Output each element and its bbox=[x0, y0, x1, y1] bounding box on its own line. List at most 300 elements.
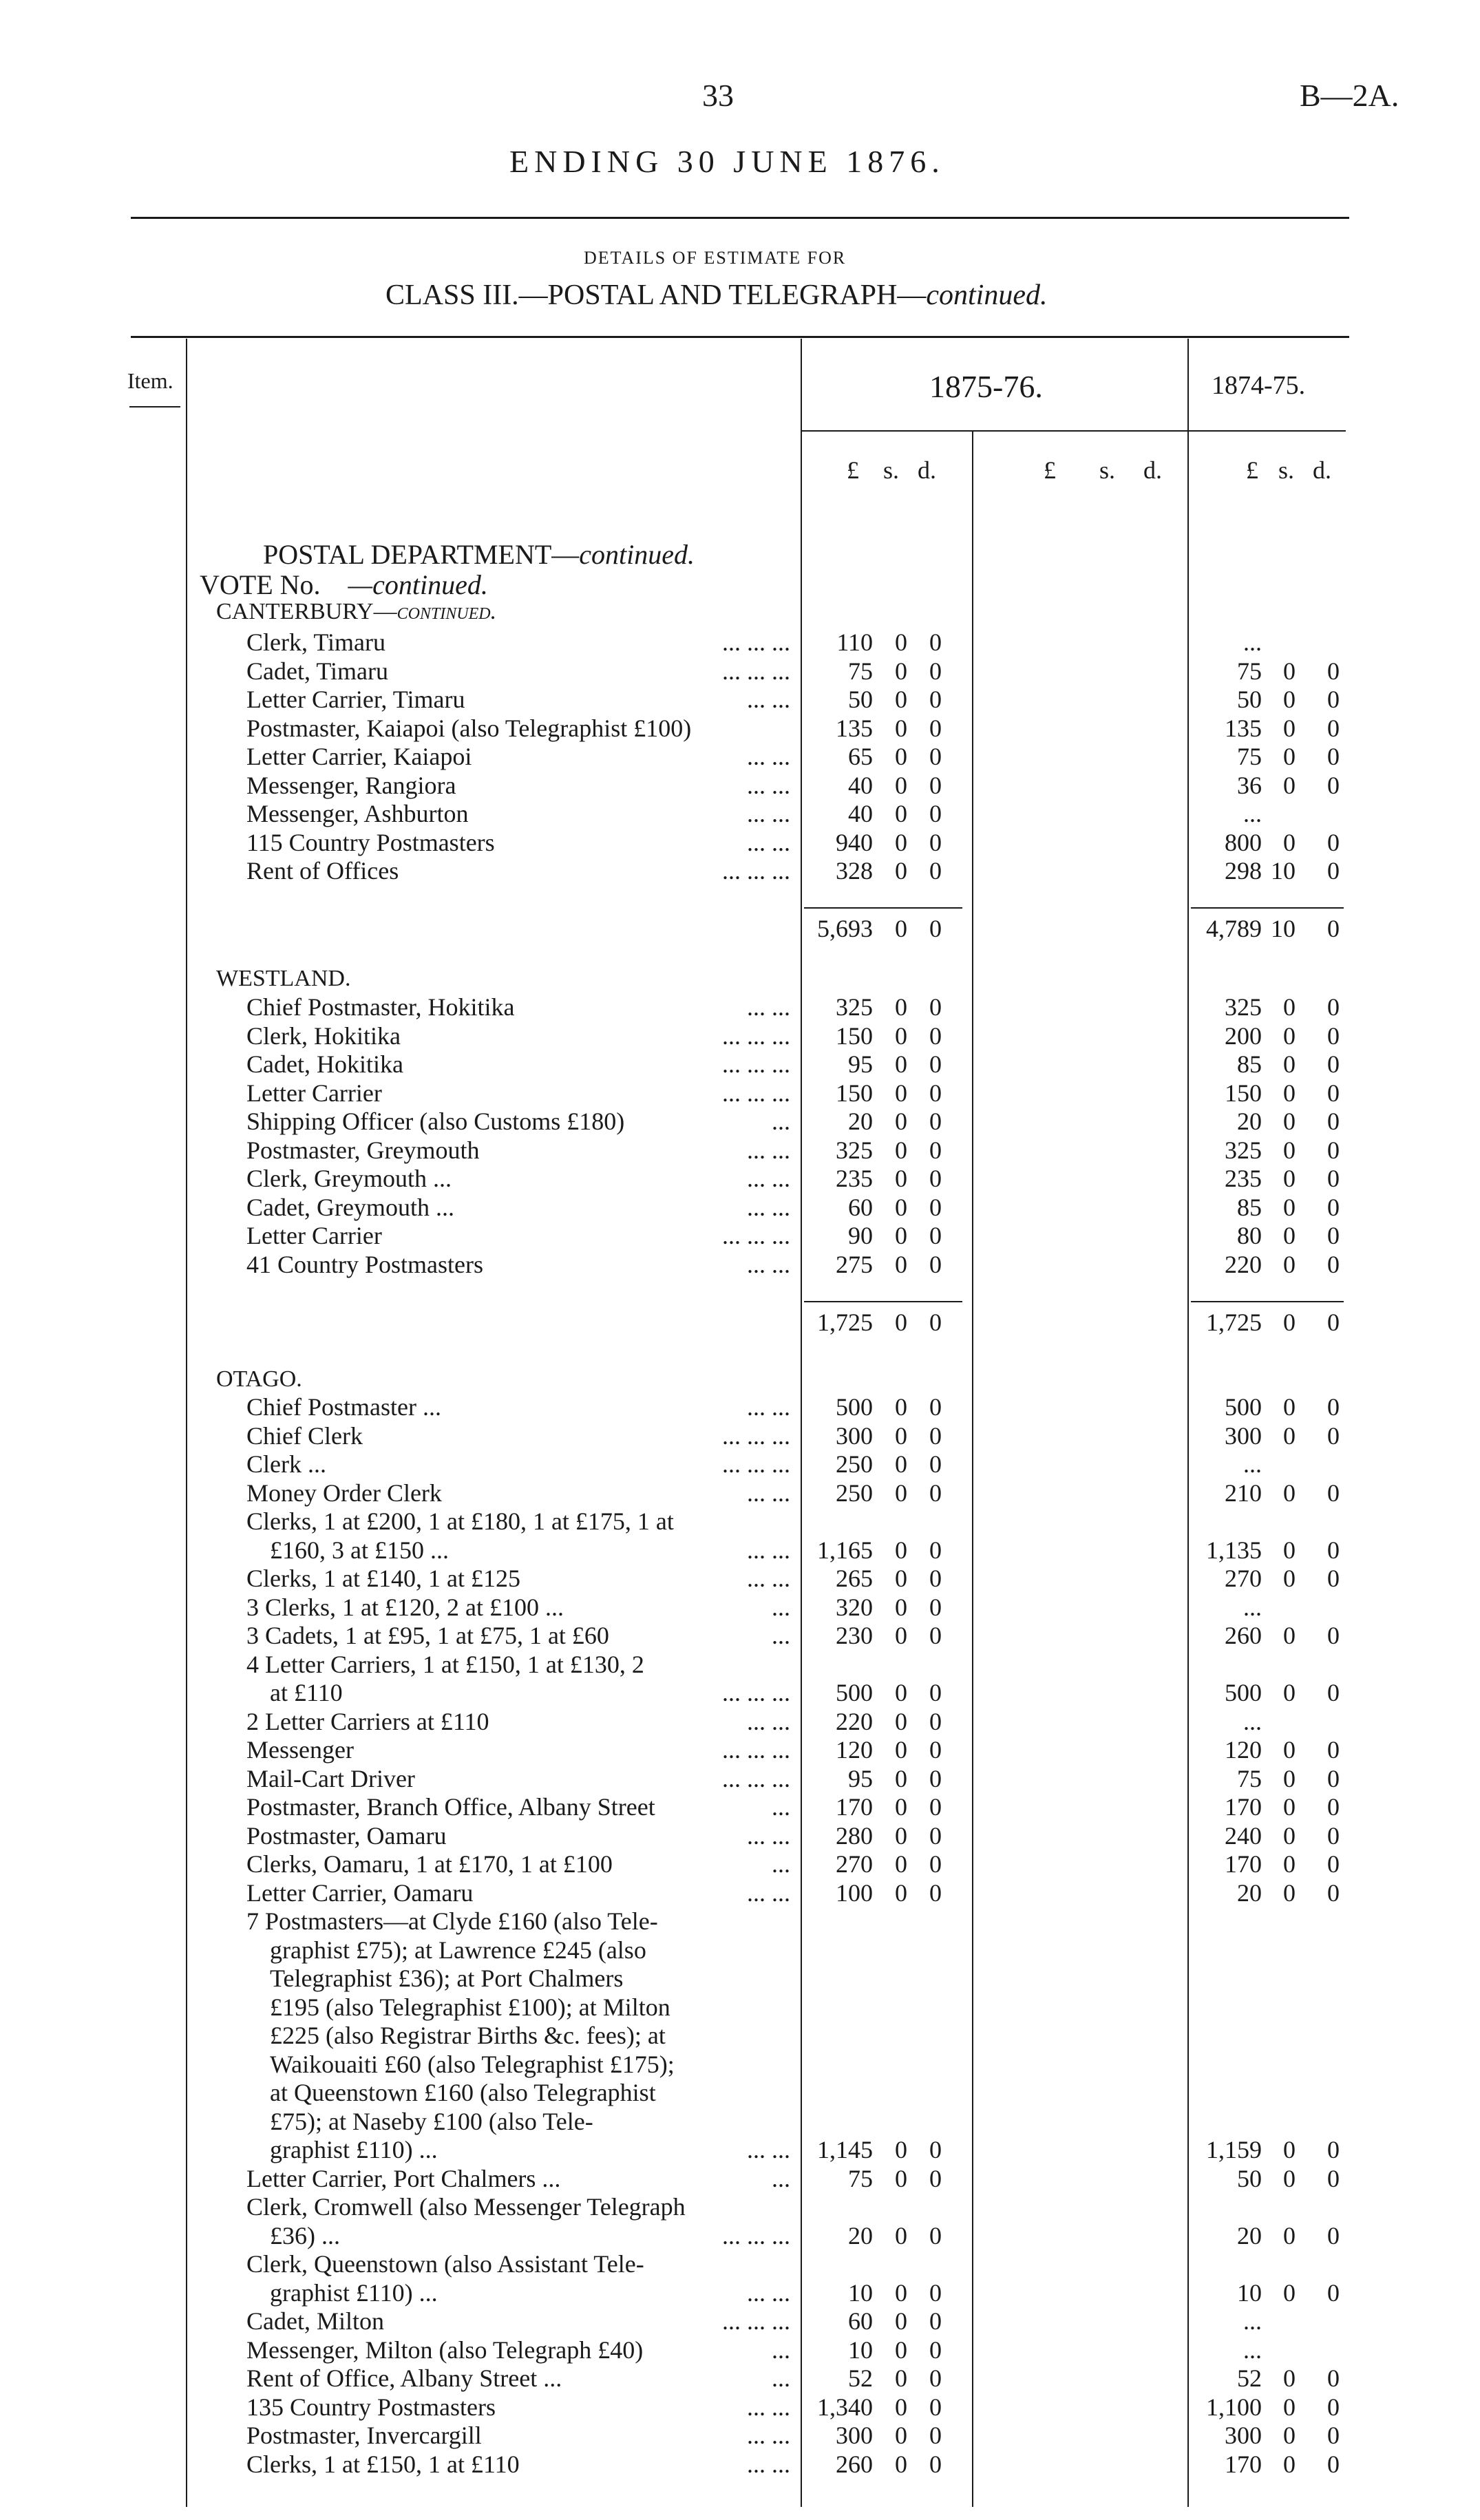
previous-pounds: 135 bbox=[1225, 714, 1262, 742]
previous-pence: 0 bbox=[1327, 1421, 1340, 1450]
leader-dots: ... ... bbox=[747, 2422, 790, 2449]
year-header-underline bbox=[802, 430, 1346, 432]
previous-shillings: 10 bbox=[1271, 857, 1296, 885]
leader-dots: ... ... bbox=[747, 2393, 790, 2421]
item-description: Clerk, Queenstown (also Assistant Tele- bbox=[246, 2250, 644, 2278]
current-pence: 0 bbox=[929, 1421, 942, 1450]
leader-dots: ... ... bbox=[747, 1536, 790, 1564]
table-row bbox=[0, 1621, 1480, 1650]
current-shillings: 0 bbox=[895, 743, 907, 770]
table-row bbox=[0, 1650, 1480, 1679]
current-pence: 0 bbox=[929, 2136, 942, 2163]
table-row bbox=[0, 1821, 1480, 1850]
leader-dots: ... ... bbox=[747, 2278, 790, 2307]
previous-pounds: ... bbox=[1243, 628, 1262, 656]
previous-pounds: ... bbox=[1243, 800, 1262, 827]
current-pounds: 90 bbox=[848, 1222, 873, 1249]
current-pence: 0 bbox=[929, 743, 942, 770]
previous-shillings: 0 bbox=[1283, 1878, 1296, 1907]
current-pence: 0 bbox=[929, 857, 942, 885]
item-description: Clerk ... bbox=[246, 1450, 326, 1478]
current-shillings: 0 bbox=[895, 1565, 907, 1592]
leader-dots: ... ... bbox=[747, 686, 790, 713]
item-description: Clerks, 1 at £150, 1 at £110 bbox=[246, 2450, 520, 2478]
current-pence: 0 bbox=[929, 1878, 942, 1907]
previous-shillings: 0 bbox=[1283, 1565, 1296, 1592]
previous-pounds: 1,135 bbox=[1206, 1536, 1262, 1564]
previous-pounds: 170 bbox=[1225, 1793, 1262, 1821]
department-heading bbox=[263, 538, 695, 571]
item-description: at £110 bbox=[270, 1679, 343, 1706]
previous-pounds: 270 bbox=[1225, 1565, 1262, 1592]
table-row bbox=[0, 1764, 1480, 1793]
leader-dots: ... ... bbox=[747, 1707, 790, 1735]
total-rule-previous bbox=[1191, 1301, 1344, 1302]
table-row-continuation bbox=[0, 2278, 1480, 2307]
table-row bbox=[0, 856, 1480, 885]
previous-shillings: 0 bbox=[1283, 2278, 1296, 2307]
table-row bbox=[0, 1507, 1480, 1536]
previous-shillings: 10 bbox=[1271, 915, 1296, 942]
previous-pounds: 10 bbox=[1237, 2278, 1262, 2307]
current-pounds: 300 bbox=[836, 2422, 873, 2449]
class-heading bbox=[385, 279, 1047, 312]
current-pounds: 325 bbox=[836, 1136, 873, 1164]
table-row-continuation bbox=[0, 1993, 1480, 2022]
leader-dots: ... ... ... bbox=[722, 1736, 790, 1764]
leader-dots: ... ... bbox=[747, 1393, 790, 1421]
current-pounds: 320 bbox=[836, 1593, 873, 1621]
previous-shillings: 0 bbox=[1283, 2221, 1296, 2249]
table-row bbox=[0, 657, 1480, 686]
current-shillings: 0 bbox=[895, 1850, 907, 1878]
total-rule-current bbox=[804, 907, 962, 909]
total-rule-current bbox=[804, 1301, 962, 1302]
table-row bbox=[0, 771, 1480, 800]
current-pence: 0 bbox=[929, 628, 942, 656]
current-shillings: 0 bbox=[895, 1108, 907, 1135]
item-description: Postmaster, Greymouth bbox=[246, 1136, 480, 1164]
current-shillings: 0 bbox=[895, 771, 907, 799]
current-pounds: 95 bbox=[848, 1764, 873, 1792]
previous-shillings: 0 bbox=[1283, 1050, 1296, 1078]
vote-text: VOTE No. bbox=[200, 569, 321, 600]
previous-pounds: 36 bbox=[1237, 771, 1262, 799]
current-pounds: 235 bbox=[836, 1165, 873, 1192]
leader-dots: ... ... bbox=[747, 828, 790, 856]
current-shillings: 0 bbox=[895, 628, 907, 656]
previous-pounds: 20 bbox=[1237, 1878, 1262, 1907]
table-row-continuation bbox=[0, 2221, 1480, 2250]
leader-dots: ... ... ... bbox=[722, 2221, 790, 2249]
current-shillings: 0 bbox=[895, 1393, 907, 1421]
current-pence: 0 bbox=[929, 800, 942, 827]
item-description: Messenger, Ashburton bbox=[246, 800, 469, 827]
current-pounds: 270 bbox=[836, 1850, 873, 1878]
leader-dots: ... bbox=[772, 2336, 790, 2364]
table-row bbox=[0, 628, 1480, 657]
previous-pence: 0 bbox=[1327, 1393, 1340, 1421]
table-top-rule bbox=[131, 336, 1349, 338]
current-pence: 0 bbox=[929, 915, 942, 942]
pound-label: £ bbox=[847, 456, 859, 484]
current-pence: 0 bbox=[929, 1450, 942, 1478]
previous-pence: 0 bbox=[1327, 1821, 1340, 1850]
current-shillings: 0 bbox=[895, 1821, 907, 1850]
current-shillings: 0 bbox=[895, 2136, 907, 2163]
item-description: Postmaster, Kaiapoi (also Telegraphist £100) bbox=[246, 714, 692, 742]
previous-shillings: 0 bbox=[1283, 2393, 1296, 2421]
previous-shillings: 0 bbox=[1283, 2364, 1296, 2392]
previous-pence: 0 bbox=[1327, 743, 1340, 770]
item-description: Shipping Officer (also Customs £180) bbox=[246, 1108, 625, 1135]
leader-dots: ... ... bbox=[747, 1165, 790, 1192]
item-description: 4 Letter Carriers, 1 at £150, 1 at £130, 2 bbox=[246, 1650, 644, 1678]
table-row bbox=[0, 2450, 1480, 2479]
current-pence: 0 bbox=[929, 1679, 942, 1706]
current-pounds: 1,340 bbox=[817, 2393, 873, 2421]
current-shillings: 0 bbox=[895, 1764, 907, 1792]
department-continued: continued. bbox=[579, 539, 695, 570]
previous-pounds: 20 bbox=[1237, 2221, 1262, 2249]
leader-dots: ... ... bbox=[747, 1250, 790, 1278]
table-row bbox=[0, 1792, 1480, 1821]
item-description: Cadet, Greymouth ... bbox=[246, 1193, 454, 1221]
table-row bbox=[0, 1021, 1480, 1050]
pound-label: £ bbox=[1246, 456, 1258, 484]
previous-pence: 0 bbox=[1327, 1193, 1340, 1221]
table-row bbox=[0, 2192, 1480, 2221]
previous-pence: 0 bbox=[1327, 2164, 1340, 2192]
previous-shillings: 0 bbox=[1283, 1622, 1296, 1649]
current-pounds: 940 bbox=[836, 828, 873, 856]
leader-dots: ... ... bbox=[747, 1565, 790, 1592]
table-row-continuation bbox=[0, 2107, 1480, 2136]
current-shillings: 0 bbox=[895, 1079, 907, 1107]
previous-pounds: 75 bbox=[1237, 657, 1262, 685]
currency-header-cur2 bbox=[1044, 456, 1162, 485]
class-heading-text: CLASS III.—POSTAL AND TELEGRAPH— bbox=[385, 279, 927, 311]
leader-dots: ... bbox=[772, 1622, 790, 1649]
item-description: Letter Carrier, Kaiapoi bbox=[246, 743, 472, 770]
item-description: Cadet, Hokitika bbox=[246, 1050, 403, 1078]
current-pence: 0 bbox=[929, 1079, 942, 1107]
leader-dots: ... ... bbox=[747, 1878, 790, 1907]
year-previous-header: 1874-75. bbox=[1212, 371, 1306, 400]
item-description: Cadet, Timaru bbox=[246, 657, 389, 685]
previous-shillings: 0 bbox=[1283, 1021, 1296, 1050]
current-pence: 0 bbox=[929, 1309, 942, 1336]
table-row bbox=[0, 1050, 1480, 1079]
current-pounds: 50 bbox=[848, 686, 873, 713]
previous-shillings: 0 bbox=[1283, 1536, 1296, 1564]
previous-pounds: 220 bbox=[1225, 1250, 1262, 1278]
previous-pounds: 1,100 bbox=[1206, 2393, 1262, 2421]
current-pence: 0 bbox=[929, 1193, 942, 1221]
current-pounds: 10 bbox=[848, 2278, 873, 2307]
leader-dots: ... ... ... bbox=[722, 1679, 790, 1706]
table-row bbox=[0, 1479, 1480, 1507]
current-shillings: 0 bbox=[895, 828, 907, 856]
shilling-label: s. bbox=[1278, 456, 1295, 484]
previous-pounds: ... bbox=[1243, 2307, 1262, 2335]
previous-shillings: 0 bbox=[1283, 1393, 1296, 1421]
previous-pence: 0 bbox=[1327, 915, 1340, 942]
department-text: POSTAL DEPARTMENT— bbox=[263, 539, 580, 570]
table-row bbox=[0, 1850, 1480, 1878]
previous-pounds: 4,789 bbox=[1206, 915, 1262, 942]
previous-shillings: 0 bbox=[1283, 1079, 1296, 1107]
current-pounds: 65 bbox=[848, 743, 873, 770]
header-rule bbox=[131, 217, 1349, 219]
previous-pence: 0 bbox=[1327, 1565, 1340, 1592]
item-description: Mail-Cart Driver bbox=[246, 1764, 415, 1792]
current-shillings: 0 bbox=[895, 1593, 907, 1621]
table-row-continuation bbox=[0, 2078, 1480, 2107]
current-pence: 0 bbox=[929, 2364, 942, 2392]
vote-continued: —continued. bbox=[348, 569, 488, 600]
previous-pounds: 50 bbox=[1237, 2164, 1262, 2192]
current-pence: 0 bbox=[929, 1165, 942, 1192]
leader-dots: ... bbox=[772, 1850, 790, 1878]
current-pounds: 220 bbox=[836, 1707, 873, 1735]
previous-pence: 0 bbox=[1327, 1736, 1340, 1764]
current-shillings: 0 bbox=[895, 1193, 907, 1221]
current-pounds: 75 bbox=[848, 657, 873, 685]
previous-shillings: 0 bbox=[1283, 1793, 1296, 1821]
previous-pence: 0 bbox=[1327, 2450, 1340, 2478]
previous-shillings: 0 bbox=[1283, 714, 1296, 742]
leader-dots: ... bbox=[772, 2364, 790, 2392]
leader-dots: ... ... bbox=[747, 1479, 790, 1507]
table-row bbox=[0, 1707, 1480, 1736]
leader-dots: ... bbox=[772, 1593, 790, 1621]
current-shillings: 0 bbox=[895, 1021, 907, 1050]
table-row-continuation bbox=[0, 2135, 1480, 2164]
leader-dots: ... ... ... bbox=[722, 1050, 790, 1078]
current-shillings: 0 bbox=[895, 657, 907, 685]
current-shillings: 0 bbox=[895, 1622, 907, 1649]
current-pence: 0 bbox=[929, 1793, 942, 1821]
item-description: Cadet, Milton bbox=[246, 2307, 384, 2335]
item-description: £225 (also Registrar Births &c. fees); at bbox=[270, 2022, 666, 2049]
previous-pounds: 325 bbox=[1225, 993, 1262, 1021]
current-pounds: 75 bbox=[848, 2164, 873, 2192]
shilling-label: s. bbox=[883, 456, 900, 484]
current-shillings: 0 bbox=[895, 686, 907, 713]
previous-pence: 0 bbox=[1327, 1679, 1340, 1706]
previous-shillings: 0 bbox=[1283, 1421, 1296, 1450]
previous-shillings: 0 bbox=[1283, 1193, 1296, 1221]
table-row bbox=[0, 1421, 1480, 1450]
previous-shillings: 0 bbox=[1283, 993, 1296, 1021]
table-row bbox=[0, 1079, 1480, 1108]
currency-header-prev bbox=[1246, 456, 1331, 485]
current-shillings: 0 bbox=[895, 857, 907, 885]
previous-pence: 0 bbox=[1327, 1136, 1340, 1164]
current-pounds: 1,145 bbox=[817, 2136, 873, 2163]
current-pence: 0 bbox=[929, 1222, 942, 1249]
leader-dots: ... ... bbox=[747, 1193, 790, 1221]
shilling-label: s. bbox=[1099, 456, 1116, 484]
current-shillings: 0 bbox=[895, 2422, 907, 2449]
table-row bbox=[0, 1878, 1480, 1907]
previous-pence: 0 bbox=[1327, 657, 1340, 685]
previous-pounds: 1,159 bbox=[1206, 2136, 1262, 2163]
current-pence: 0 bbox=[929, 1850, 942, 1878]
leader-dots: ... ... bbox=[747, 771, 790, 799]
current-pence: 0 bbox=[929, 828, 942, 856]
previous-shillings: 0 bbox=[1283, 1736, 1296, 1764]
current-pence: 0 bbox=[929, 1136, 942, 1164]
item-description: Postmaster, Oamaru bbox=[246, 1821, 447, 1850]
table-row bbox=[0, 2249, 1480, 2278]
previous-pence: 0 bbox=[1327, 1793, 1340, 1821]
item-description: Letter Carrier, Timaru bbox=[246, 686, 465, 713]
previous-shillings: 0 bbox=[1283, 1479, 1296, 1507]
previous-shillings: 0 bbox=[1283, 1165, 1296, 1192]
year-current-header: 1875-76. bbox=[929, 369, 1043, 404]
leader-dots: ... ... ... bbox=[722, 1079, 790, 1107]
item-description: 115 Country Postmasters bbox=[246, 828, 495, 856]
previous-pounds: 75 bbox=[1237, 743, 1262, 770]
previous-pounds: 50 bbox=[1237, 686, 1262, 713]
leader-dots: ... bbox=[772, 2164, 790, 2192]
current-pence: 0 bbox=[929, 2307, 942, 2335]
page-number: 33 bbox=[702, 78, 734, 113]
item-description: Postmaster, Invercargill bbox=[246, 2422, 482, 2449]
leader-dots: ... ... bbox=[747, 800, 790, 827]
current-pounds: 300 bbox=[836, 1421, 873, 1450]
item-description: graphist £110) ... bbox=[270, 2136, 438, 2163]
current-pounds: 265 bbox=[836, 1565, 873, 1592]
previous-pence: 0 bbox=[1327, 2364, 1340, 2392]
previous-pence: 0 bbox=[1327, 1250, 1340, 1278]
current-shillings: 0 bbox=[895, 993, 907, 1021]
current-shillings: 0 bbox=[895, 1878, 907, 1907]
previous-pounds: 52 bbox=[1237, 2364, 1262, 2392]
current-pence: 0 bbox=[929, 1707, 942, 1735]
table-row bbox=[0, 1221, 1480, 1250]
current-shillings: 0 bbox=[895, 2164, 907, 2192]
currency-header-cur1 bbox=[847, 456, 936, 485]
current-pence: 0 bbox=[929, 2450, 942, 2478]
current-pounds: 500 bbox=[836, 1393, 873, 1421]
leader-dots: ... ... bbox=[747, 743, 790, 770]
item-description: Rent of Offices bbox=[246, 857, 399, 885]
previous-shillings: 0 bbox=[1283, 2422, 1296, 2449]
current-pounds: 150 bbox=[836, 1079, 873, 1107]
item-description: graphist £110) ... bbox=[270, 2278, 438, 2307]
previous-pence: 0 bbox=[1327, 1536, 1340, 1564]
current-pounds: 275 bbox=[836, 1250, 873, 1278]
previous-pounds: 260 bbox=[1225, 1622, 1262, 1649]
leader-dots: ... ... bbox=[747, 2450, 790, 2478]
previous-pounds: ... bbox=[1243, 1450, 1262, 1478]
current-pence: 0 bbox=[929, 1108, 942, 1135]
current-shillings: 0 bbox=[895, 1450, 907, 1478]
item-description: Messenger bbox=[246, 1736, 354, 1764]
item-description: £160, 3 at £150 ... bbox=[270, 1536, 449, 1564]
current-pounds: 95 bbox=[848, 1050, 873, 1078]
current-pence: 0 bbox=[929, 993, 942, 1021]
leader-dots: ... ... ... bbox=[722, 628, 790, 656]
item-description: Clerk, Cromwell (also Messenger Telegraph bbox=[246, 2193, 686, 2221]
pound-label: £ bbox=[1044, 456, 1056, 484]
details-heading: DETAILS OF ESTIMATE FOR bbox=[584, 248, 847, 268]
previous-shillings: 0 bbox=[1283, 2164, 1296, 2192]
current-pence: 0 bbox=[929, 1622, 942, 1649]
item-description: Chief Postmaster, Hokitika bbox=[246, 993, 515, 1021]
current-pence: 0 bbox=[929, 1050, 942, 1078]
current-pence: 0 bbox=[929, 1536, 942, 1564]
table-row bbox=[0, 1735, 1480, 1764]
current-shillings: 0 bbox=[895, 1479, 907, 1507]
leader-dots: ... ... bbox=[747, 1136, 790, 1164]
table-row-continuation bbox=[0, 1936, 1480, 1965]
current-shillings: 0 bbox=[895, 1707, 907, 1735]
current-pounds: 280 bbox=[836, 1821, 873, 1850]
current-pounds: 40 bbox=[848, 800, 873, 827]
previous-pence: 0 bbox=[1327, 1108, 1340, 1135]
current-pounds: 1,165 bbox=[817, 1536, 873, 1564]
previous-pence: 0 bbox=[1327, 1079, 1340, 1107]
table-row bbox=[0, 685, 1480, 714]
table-row bbox=[0, 993, 1480, 1021]
region-heading-canterbury bbox=[216, 599, 496, 625]
current-pounds: 135 bbox=[836, 714, 873, 742]
leader-dots: ... bbox=[772, 1108, 790, 1135]
current-shillings: 0 bbox=[895, 915, 907, 942]
item-description: graphist £75); at Lawrence £245 (also bbox=[270, 1936, 646, 1964]
previous-shillings: 0 bbox=[1283, 686, 1296, 713]
pence-label: d. bbox=[918, 456, 937, 484]
table-row bbox=[0, 828, 1480, 857]
table-row-continuation bbox=[0, 1536, 1480, 1565]
current-pence: 0 bbox=[929, 1593, 942, 1621]
previous-pence: 0 bbox=[1327, 2136, 1340, 2163]
previous-pounds: 500 bbox=[1225, 1393, 1262, 1421]
current-pounds: 10 bbox=[848, 2336, 873, 2364]
item-description: Letter Carrier bbox=[246, 1222, 382, 1249]
previous-pence: 0 bbox=[1327, 2393, 1340, 2421]
current-pence: 0 bbox=[929, 1393, 942, 1421]
table-row bbox=[0, 1107, 1480, 1136]
previous-shillings: 0 bbox=[1283, 1679, 1296, 1706]
item-description: Rent of Office, Albany Street ... bbox=[246, 2364, 562, 2392]
leader-dots: ... ... bbox=[747, 993, 790, 1021]
table-row bbox=[0, 1907, 1480, 1936]
item-description: Letter Carrier, Port Chalmers ... bbox=[246, 2164, 561, 2192]
current-pence: 0 bbox=[929, 771, 942, 799]
leader-dots: ... ... ... bbox=[722, 657, 790, 685]
current-pence: 0 bbox=[929, 2422, 942, 2449]
table-row bbox=[0, 1193, 1480, 1222]
previous-pounds: 200 bbox=[1225, 1021, 1262, 1050]
item-description: 135 Country Postmasters bbox=[246, 2393, 496, 2421]
current-pounds: 260 bbox=[836, 2450, 873, 2478]
current-shillings: 0 bbox=[895, 1136, 907, 1164]
current-pence: 0 bbox=[929, 2336, 942, 2364]
table-row bbox=[0, 2421, 1480, 2450]
table-row bbox=[0, 799, 1480, 828]
leader-dots: ... bbox=[772, 1793, 790, 1821]
previous-shillings: 0 bbox=[1283, 1108, 1296, 1135]
previous-shillings: 0 bbox=[1283, 2136, 1296, 2163]
leader-dots: ... ... ... bbox=[722, 857, 790, 885]
current-pence: 0 bbox=[929, 2221, 942, 2249]
item-description: 41 Country Postmasters bbox=[246, 1250, 484, 1278]
